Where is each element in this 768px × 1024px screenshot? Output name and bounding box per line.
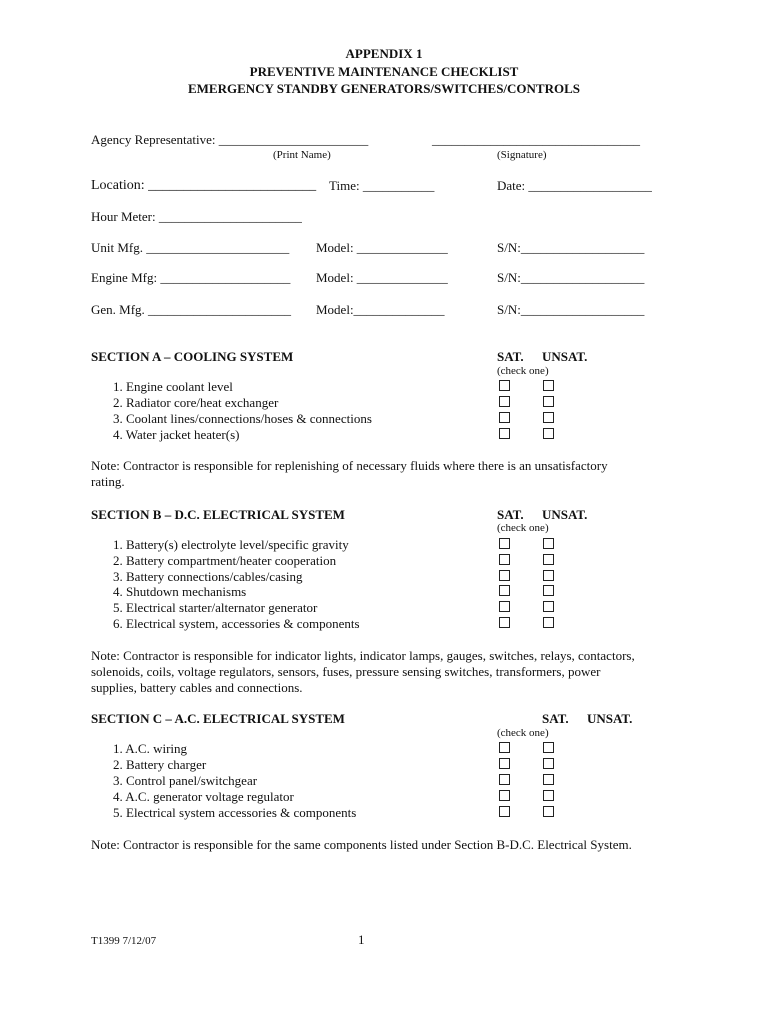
section-a-note (91, 458, 691, 490)
section-b-item-6-sat-checkbox[interactable] (499, 617, 510, 628)
section-b-item-2-unsat-checkbox[interactable] (543, 554, 554, 565)
location-field[interactable]: Location: ________________________ (91, 178, 317, 193)
section-a-item-3-unsat-checkbox[interactable] (543, 412, 554, 423)
section-b-item-6: 6. Electrical system, accessories & components (113, 616, 360, 631)
section-a-item-3-sat-checkbox[interactable] (499, 412, 510, 423)
section-b-unsat-header: UNSAT. (542, 507, 588, 522)
section-c-item-4-sat-checkbox[interactable] (499, 790, 510, 801)
section-a-item-2: 2. Radiator core/heat exchanger (113, 395, 279, 410)
section-b-note-line-3: supplies, battery cables and connections. (91, 680, 303, 695)
section-c-title: SECTION C – A.C. ELECTRICAL SYSTEM (91, 711, 345, 726)
section-c-item-1-unsat-checkbox[interactable] (543, 742, 554, 753)
header-line-3: EMERGENCY STANDBY GENERATORS/SWITCHES/CONTROLS (187, 81, 580, 96)
section-b-title: SECTION B – D.C. ELECTRICAL SYSTEM (91, 507, 345, 522)
section-c-note-line-1: Note: Contractor is responsible for the same components listed under Section B-D.C. Electrical System. (91, 837, 632, 852)
section-b-item-4-sat-checkbox[interactable] (499, 585, 510, 596)
section-b-note (91, 648, 691, 696)
section-c-item-4-unsat-checkbox[interactable] (543, 790, 554, 801)
section-c-item-3-sat-checkbox[interactable] (499, 774, 510, 785)
unit-mfg-field[interactable]: Unit Mfg. ______________________ (91, 240, 290, 255)
agency-representative-field[interactable]: Agency Representative: _______________________ (91, 132, 369, 147)
section-b-item-3: 3. Battery connections/cables/casing (113, 569, 303, 584)
section-c-item-3: 3. Control panel/switchgear (113, 773, 258, 788)
section-b-item-3-unsat-checkbox[interactable] (543, 570, 554, 581)
section-c-check-one: (check one) (497, 727, 549, 739)
section-b-note-line-1: Note: Contractor is responsible for indicator lights, indicator lamps, gauges, switches, relays, contactors, (91, 648, 635, 663)
section-a-item-2-unsat-checkbox[interactable] (543, 396, 554, 407)
unit-sn-field[interactable]: S/N:___________________ (497, 240, 645, 255)
section-a-item-1-sat-checkbox[interactable] (499, 380, 510, 391)
gen-sn-field[interactable]: S/N:___________________ (497, 302, 645, 317)
section-c-item-2: 2. Battery charger (113, 757, 207, 772)
section-c-item-5-sat-checkbox[interactable] (499, 806, 510, 817)
section-c-item-5: 5. Electrical system accessories & components (113, 805, 357, 820)
section-b-item-6-unsat-checkbox[interactable] (543, 617, 554, 628)
engine-sn-field[interactable]: S/N:___________________ (497, 270, 645, 285)
section-a-item-1: 1. Engine coolant level (113, 379, 233, 394)
hour-meter-field[interactable]: Hour Meter: ______________________ (91, 209, 302, 224)
section-c-sat-header: SAT. (542, 711, 569, 726)
section-b-sat-header: SAT. (497, 507, 524, 522)
section-c-unsat-header: UNSAT. (587, 711, 633, 726)
section-c-item-4: 4. A.C. generator voltage regulator (113, 789, 294, 804)
section-b-check-one: (check one) (497, 522, 549, 534)
section-a-sat-header: SAT. (497, 349, 524, 364)
print-name-label: (Print Name) (273, 149, 331, 161)
section-a-item-2-sat-checkbox[interactable] (499, 396, 510, 407)
section-a-item-4: 4. Water jacket heater(s) (113, 427, 240, 442)
section-b-item-1-sat-checkbox[interactable] (499, 538, 510, 549)
gen-model-field[interactable]: Model:______________ (316, 302, 445, 317)
section-a-item-3: 3. Coolant lines/connections/hoses & connections (113, 411, 372, 426)
signature-label: (Signature) (497, 149, 547, 161)
section-c-item-1-sat-checkbox[interactable] (499, 742, 510, 753)
section-a-item-4-unsat-checkbox[interactable] (543, 428, 554, 439)
section-c-item-3-unsat-checkbox[interactable] (543, 774, 554, 785)
section-c-item-5-unsat-checkbox[interactable] (543, 806, 554, 817)
section-b-item-4-unsat-checkbox[interactable] (543, 585, 554, 596)
section-b-item-5-unsat-checkbox[interactable] (543, 601, 554, 612)
section-b-item-2-sat-checkbox[interactable] (499, 554, 510, 565)
date-field[interactable]: Date: ___________________ (497, 178, 652, 193)
unit-model-field[interactable]: Model: ______________ (316, 240, 448, 255)
section-b-item-3-sat-checkbox[interactable] (499, 570, 510, 581)
signature-field[interactable]: ________________________________ (432, 132, 640, 147)
engine-mfg-field[interactable]: Engine Mfg: ____________________ (91, 270, 291, 285)
section-b-item-1: 1. Battery(s) electrolyte level/specific gravity (113, 537, 349, 552)
time-field[interactable]: Time: ___________ (329, 178, 435, 193)
section-c-note (91, 837, 691, 853)
header-line-2: PREVENTIVE MAINTENANCE CHECKLIST (249, 64, 519, 79)
section-c-item-2-sat-checkbox[interactable] (499, 758, 510, 769)
section-b-item-2: 2. Battery compartment/heater cooperation (113, 553, 337, 568)
section-a-note-line-1: Note: Contractor is responsible for replenishing of necessary fluids where there is an unsatisfactory (91, 458, 608, 473)
gen-mfg-field[interactable]: Gen. Mfg. ______________________ (91, 302, 292, 317)
section-c-item-1: 1. A.C. wiring (113, 741, 188, 756)
section-b-item-5-sat-checkbox[interactable] (499, 601, 510, 612)
section-b-item-1-unsat-checkbox[interactable] (543, 538, 554, 549)
section-a-unsat-header: UNSAT. (542, 349, 588, 364)
section-a-item-1-unsat-checkbox[interactable] (543, 380, 554, 391)
section-b-note-line-2: solenoids, coils, voltage regulators, sensors, fuses, pressure sensing switches, transformers, power (91, 664, 601, 679)
section-a-note-line-2: rating. (91, 474, 125, 489)
section-b-item-5: 5. Electrical starter/alternator generator (113, 600, 318, 615)
header-line-1: APPENDIX 1 (345, 46, 423, 61)
section-b-item-4: 4. Shutdown mechanisms (113, 584, 247, 599)
footer-document-code: T1399 7/12/07 (91, 935, 157, 947)
section-a-title: SECTION A – COOLING SYSTEM (91, 349, 294, 364)
footer-page-number: 1 (358, 932, 365, 947)
engine-model-field[interactable]: Model: ______________ (316, 270, 448, 285)
section-a-check-one: (check one) (497, 365, 549, 377)
section-c-item-2-unsat-checkbox[interactable] (543, 758, 554, 769)
section-a-item-4-sat-checkbox[interactable] (499, 428, 510, 439)
